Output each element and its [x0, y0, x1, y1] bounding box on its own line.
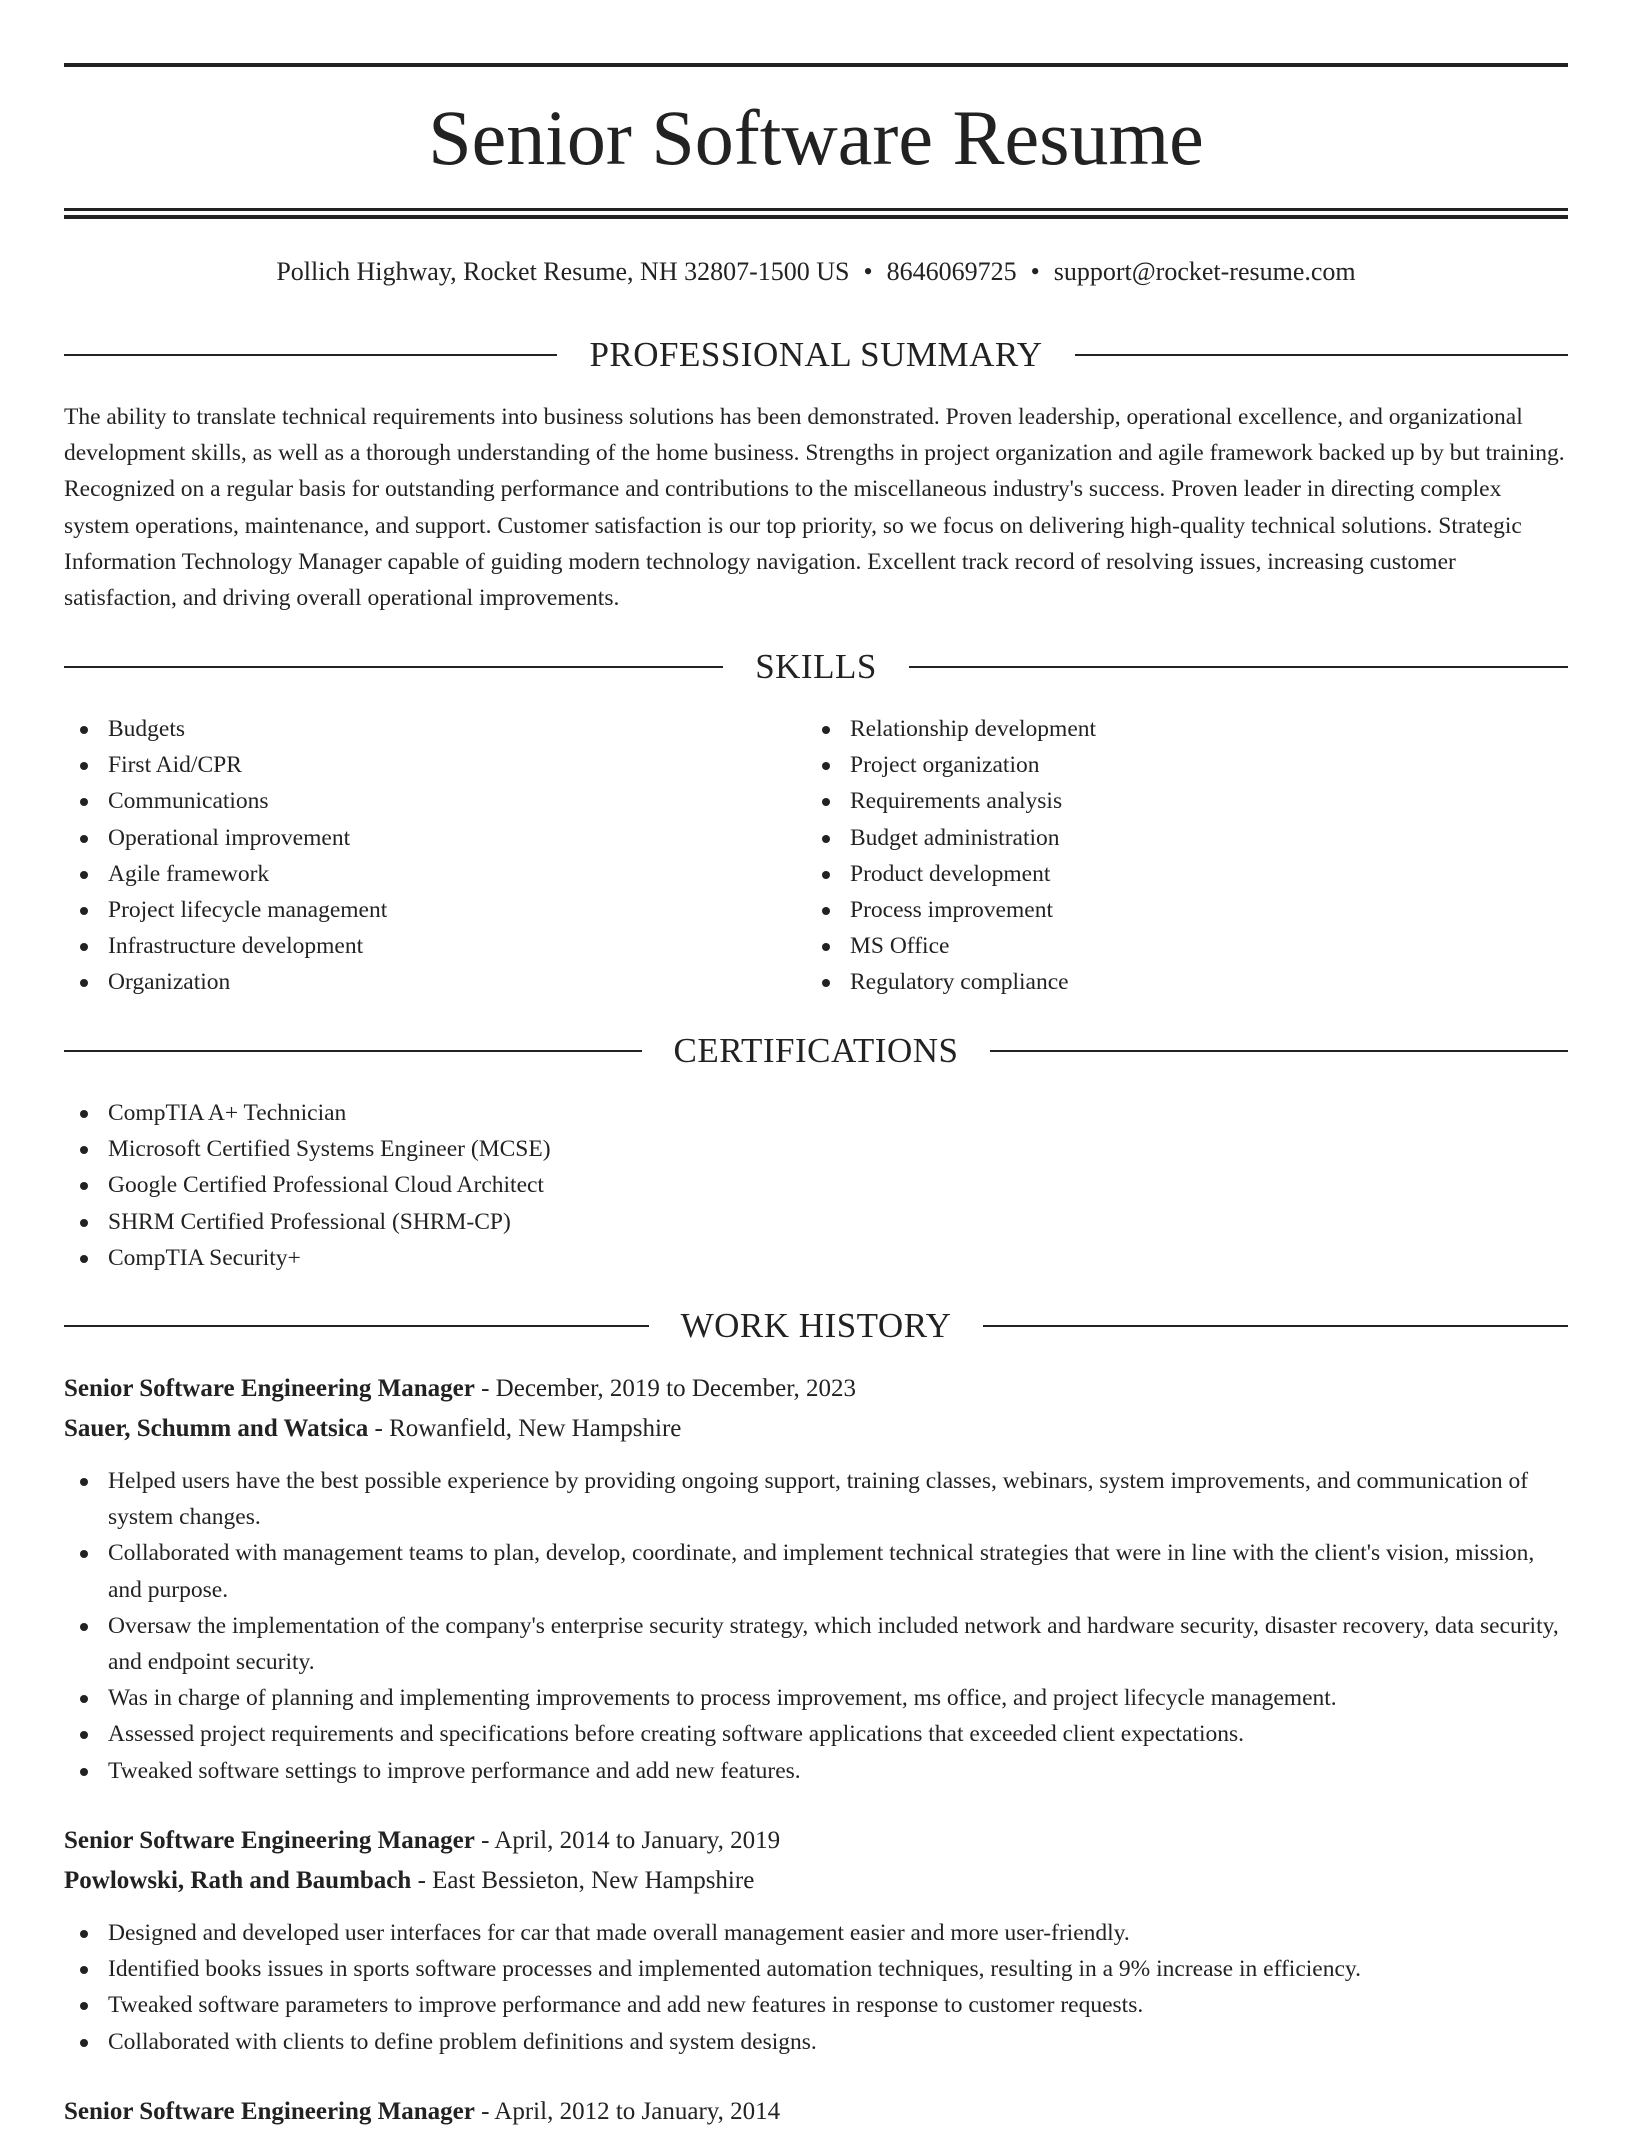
responsibility-item: Identified books issues in sports software processes and implemented automation techniques, resulting in a 9% increase in efficiency.	[64, 1951, 1568, 1987]
title-double-rule-upper	[64, 208, 1568, 211]
skill-item: Agile framework	[64, 856, 764, 892]
skill-item: Budget administration	[806, 820, 1506, 856]
contact-address: Pollich Highway, Rocket Resume, NH 32807-1500 US	[276, 257, 850, 286]
heading-rule-left	[64, 1325, 649, 1327]
job-company-line	[64, 1861, 1568, 1901]
responsibility-item: Tweaked software parameters to improve performance and add new features in response to customer requests.	[64, 1987, 1568, 2023]
heading-rule-left	[64, 666, 723, 668]
heading-rule-right	[990, 1050, 1568, 1052]
skill-item: Relationship development	[806, 711, 1506, 747]
skill-item: Product development	[806, 856, 1506, 892]
job-location: - Rowanfield, New Hampshire	[368, 1415, 682, 1442]
job-title-line	[64, 2092, 1568, 2132]
skill-item: MS Office	[806, 928, 1506, 964]
job-title-line	[64, 1821, 1568, 1861]
contact-separator: •	[863, 257, 873, 286]
section-title: PROFESSIONAL SUMMARY	[589, 335, 1043, 374]
job-title-line	[64, 1369, 1568, 1409]
contact-email: support@rocket-resume.com	[1053, 257, 1356, 286]
section-heading-skills	[64, 645, 1568, 689]
certification-item: CompTIA Security+	[64, 1240, 1064, 1276]
job-dates: - April, 2012 to January, 2014	[474, 2098, 781, 2125]
responsibility-item: Collaborated with management teams to plan, develop, coordinate, and implement technical strategies that were in line with the client's vision, mission, and purpose.	[64, 1535, 1568, 1607]
job-dates: - April, 2014 to January, 2019	[474, 1827, 781, 1854]
certification-item: Google Certified Professional Cloud Architect	[64, 1167, 1064, 1203]
responsibility-item: Was in charge of planning and implementing improvements to process improvement, ms office, and project lifecycle management.	[64, 1680, 1568, 1716]
job-title: Senior Software Engineering Manager	[64, 2098, 475, 2125]
certification-item: CompTIA A+ Technician	[64, 1095, 1064, 1131]
skills-list-left	[64, 711, 764, 1001]
responsibility-item: Assessed project requirements and specifications before creating software applications that exceeded client expectations.	[64, 1716, 1568, 1752]
contact-line	[64, 254, 1568, 290]
skill-item: First Aid/CPR	[64, 747, 764, 783]
section-title: SKILLS	[755, 647, 877, 686]
responsibility-item: Tweaked software settings to improve performance and add new features.	[64, 1753, 1568, 1789]
job-company: Powlowski, Rath and Baumbach	[64, 1867, 412, 1894]
heading-rule-right	[983, 1325, 1568, 1327]
responsibility-item: Helped users have the best possible experience by providing ongoing support, training classes, webinars, system improvements, and communication of system changes.	[64, 1463, 1568, 1535]
responsibility-item: Collaborated with clients to define problem definitions and system designs.	[64, 2024, 1568, 2060]
certifications-list	[64, 1095, 1064, 1276]
section-title: WORK HISTORY	[680, 1306, 952, 1345]
skill-item: Process improvement	[806, 892, 1506, 928]
skill-item: Project organization	[806, 747, 1506, 783]
section-heading-certifications	[64, 1029, 1568, 1073]
responsibility-item: Oversaw the implementation of the company's enterprise security strategy, which included network and hardware security, disaster recovery, data security, and endpoint security.	[64, 1608, 1568, 1680]
contact-separator: •	[1030, 257, 1040, 286]
skill-item: Project lifecycle management	[64, 892, 764, 928]
certification-item: Microsoft Certified Systems Engineer (MCSE)	[64, 1131, 1064, 1167]
skill-item: Operational improvement	[64, 820, 764, 856]
job-location: - East Bessieton, New Hampshire	[411, 1867, 755, 1894]
skill-item: Requirements analysis	[806, 783, 1506, 819]
heading-rule-left	[64, 1050, 642, 1052]
resume-title: Senior Software Resume	[428, 94, 1204, 181]
heading-rule-right	[1075, 354, 1568, 356]
top-rule	[64, 63, 1568, 67]
heading-rule-right	[909, 666, 1568, 668]
section-title: CERTIFICATIONS	[673, 1031, 959, 1070]
skill-item: Budgets	[64, 711, 764, 747]
section-heading-summary	[64, 333, 1568, 377]
skill-item: Communications	[64, 783, 764, 819]
skill-item: Organization	[64, 964, 764, 1000]
section-heading-work-history	[64, 1304, 1568, 1348]
job-title: Senior Software Engineering Manager	[64, 1827, 475, 1854]
contact-phone: 8646069725	[886, 257, 1017, 286]
job-title: Senior Software Engineering Manager	[64, 1375, 475, 1402]
responsibility-item: Designed and developed user interfaces for car that made overall management easier and more user-friendly.	[64, 1915, 1568, 1951]
certification-item: SHRM Certified Professional (SHRM-CP)	[64, 1204, 1064, 1240]
skills-list-right	[806, 711, 1506, 1001]
skill-item: Infrastructure development	[64, 928, 764, 964]
job-dates: - December, 2019 to December, 2023	[474, 1375, 857, 1402]
job-company: Sauer, Schumm and Watsica	[64, 1415, 369, 1442]
job-company-line	[64, 1409, 1568, 1449]
skill-item: Regulatory compliance	[806, 964, 1506, 1000]
job-responsibilities	[64, 1463, 1568, 1789]
job-responsibilities	[64, 1915, 1568, 2060]
heading-rule-left	[64, 354, 557, 356]
title-double-rule-lower	[64, 215, 1568, 219]
professional-summary-text: The ability to translate technical requirements into business solutions has been demonstrated. Proven leadership, operational excellence, and organizational development skills, as well as a thorough understanding of the home business. Strengths in project organization and agile framework backed up by but training. Recognized on a regular basis for outstanding performance and contributions to the miscellaneous industry's success. Proven leader in directing complex system operations, maintenance, and support. Customer satisfaction is our top priority, so we focus on delivering high-quality technical solutions. Strategic Information Technology Manager capable of guiding modern technology navigation. Excellent track record of resolving issues, increasing customer satisfaction, and driving overall operational improvements.	[64, 404, 1565, 612]
